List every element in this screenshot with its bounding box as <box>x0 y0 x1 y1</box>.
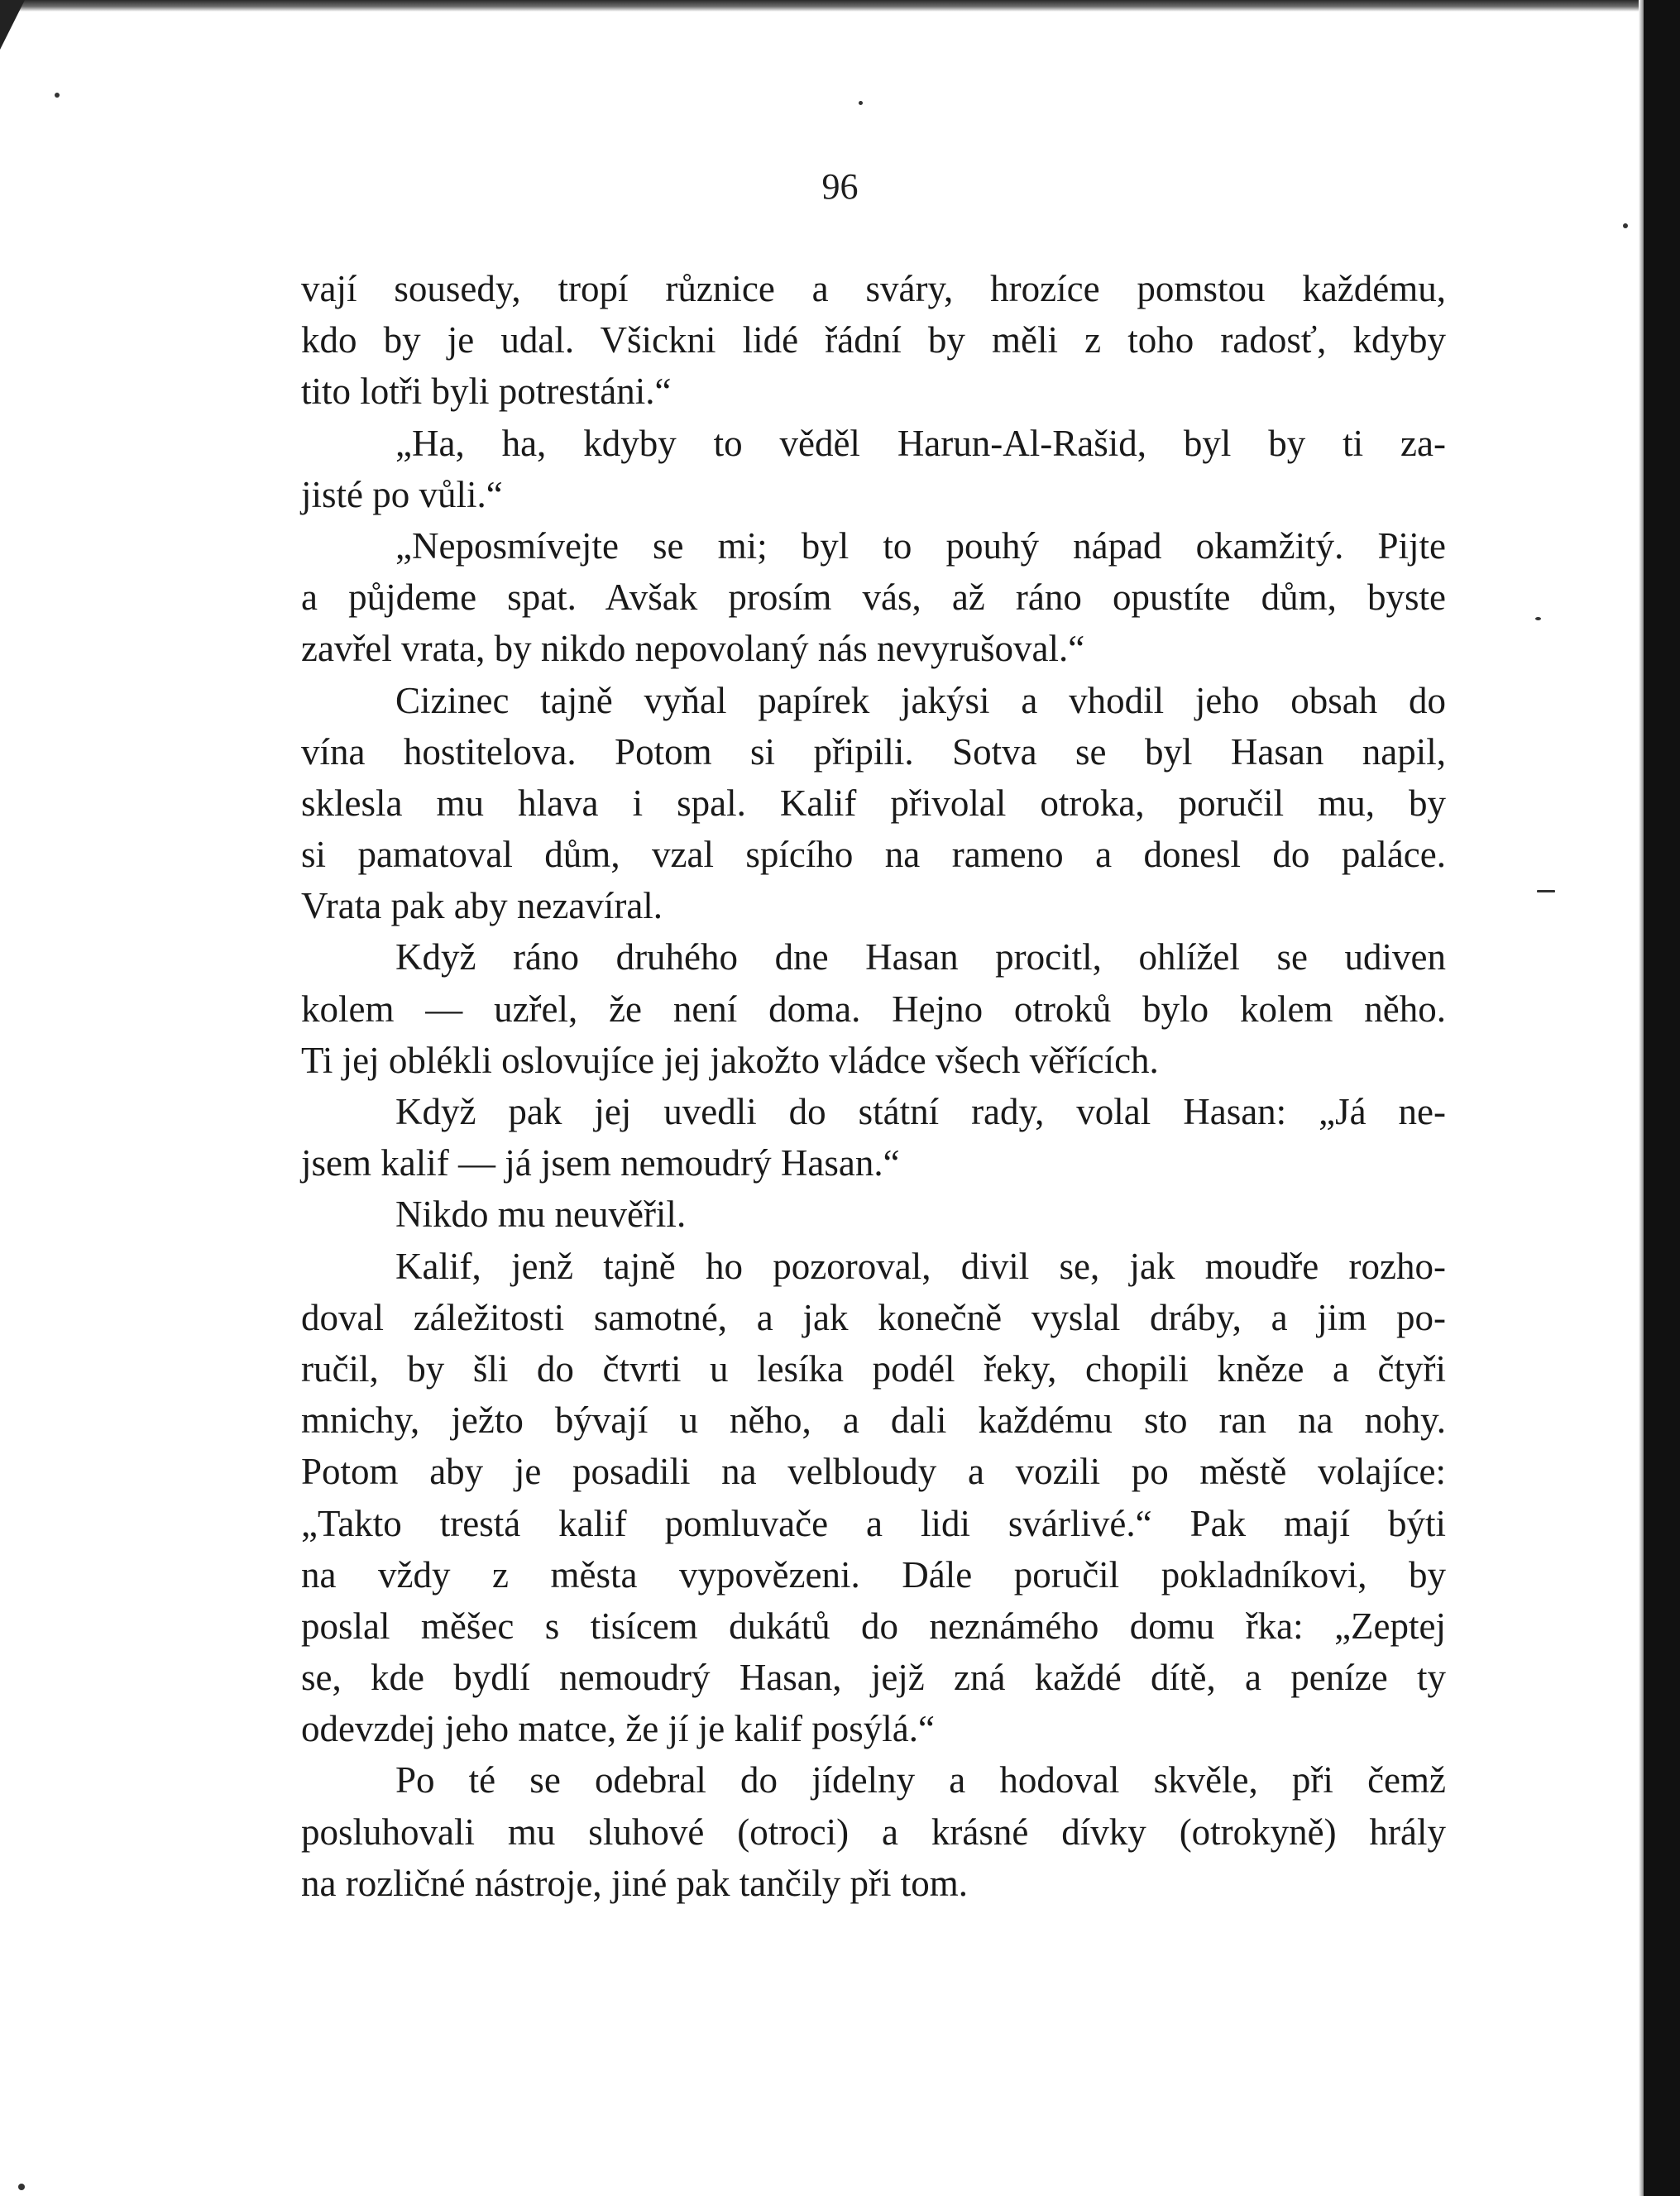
text-line: kolem — uzřel, že není doma. Hejno otroků bylo kolem něho. <box>301 988 1446 1030</box>
text-line: tito lotři byli potrestáni.“ <box>301 371 672 413</box>
text-line: jsem kalif — já jsem nemoudrý Hasan.“ <box>301 1142 900 1184</box>
paper-speck <box>55 93 60 98</box>
scan-corner <box>0 0 25 50</box>
text-line: se, kde bydlí nemoudrý Hasan, jejž zná každé dítě, a peníze ty <box>301 1657 1446 1699</box>
text-line: Potom aby je posadili na velbloudy a vozili po městě volajíce: <box>301 1451 1446 1493</box>
text-line: a půjdeme spat. Avšak prosím vás, až ráno opustíte dům, byste <box>301 577 1446 619</box>
paper-speck <box>1535 617 1541 620</box>
text-line: „Neposmívejte se mi; byl to pouhý nápad okamžitý. Pijte <box>395 524 1446 567</box>
paper-speck <box>859 101 863 105</box>
page-number: 96 <box>821 166 859 207</box>
text-line: posluhovali mu sluhové (otroci) a krásné dívky (otrokyně) hrály <box>301 1811 1446 1853</box>
text-line: vají sousedy, tropí různice a sváry, hrozíce pomstou každému, <box>301 268 1446 309</box>
text-line: odevzdej jeho matce, že jí je kalif posýlá.“ <box>301 1708 935 1750</box>
text-line: kdo by je udal. Všickni lidé řádní by měli z toho radosť, kdyby <box>301 319 1446 361</box>
text-line: zavřel vrata, by nikdo nepovolaný nás nevyrušoval.“ <box>301 628 1085 670</box>
text-line: „Ha, ha, kdyby to věděl Harun-Al-Rašid, byl by ti za- <box>395 422 1446 464</box>
body-text <box>301 263 1446 1909</box>
text-line: Ti jej oblékli oslovujíce jej jakožto vládce všech věřících. <box>301 1039 1159 1081</box>
text-line: sklesla mu hlava i spal. Kalif přivolal otroka, poručil mu, by <box>301 782 1446 824</box>
scan-edge-top <box>0 0 1680 12</box>
text-line: Nikdo mu neuvěřil. <box>395 1194 687 1236</box>
text-line: Kalif, jenž tajně ho pozoroval, divil se, jak moudře rozho- <box>395 1245 1446 1287</box>
text-line: Když pak jej uvedli do státní rady, volal Hasan: „Já ne- <box>395 1091 1446 1132</box>
text-line: „Takto trestá kalif pomluvače a lidi svárlivé.“ Pak mají býti <box>301 1502 1446 1544</box>
text-line: mnichy, ježto bývají u něho, a dali každému sto ran na nohy. <box>301 1399 1446 1442</box>
text-line: Vrata pak aby nezavíral. <box>301 885 663 927</box>
text-line: Když ráno druhého dne Hasan procitl, ohlížel se udiven <box>395 936 1446 978</box>
text-line: Cizinec tajně vyňal papírek jakýsi a vhodil jeho obsah do <box>395 679 1446 721</box>
paper-speck <box>18 2184 25 2190</box>
text-line: ručil, by šli do čtvrti u lesíka podél řeky, chopili kněze a čtyři <box>301 1347 1446 1390</box>
text-line: na rozličné nástroje, jiné pak tančily při tom. <box>301 1862 968 1904</box>
scan-edge-right <box>1644 0 1680 2196</box>
text-line: Po té se odebral do jídelny a hodoval skvěle, při čemž <box>395 1759 1446 1801</box>
paper-speck <box>1537 890 1555 892</box>
text-line: si pamatoval dům, vzal spícího na rameno a donesl do paláce. <box>301 834 1446 876</box>
text-line: doval záležitosti samotné, a jak konečně vyslal dráby, a jim po- <box>301 1296 1446 1338</box>
text-line: vína hostitelova. Potom si připili. Sotva se byl Hasan napil, <box>301 730 1446 773</box>
paper-speck <box>1623 223 1628 228</box>
text-line: na vždy z města vypovězeni. Dále poručil pokladníkovi, by <box>301 1553 1446 1596</box>
text-line: poslal měšec s tisícem dukátů do neznámého domu řka: „Zeptej <box>301 1605 1446 1647</box>
text-line: jisté po vůli.“ <box>301 473 503 515</box>
